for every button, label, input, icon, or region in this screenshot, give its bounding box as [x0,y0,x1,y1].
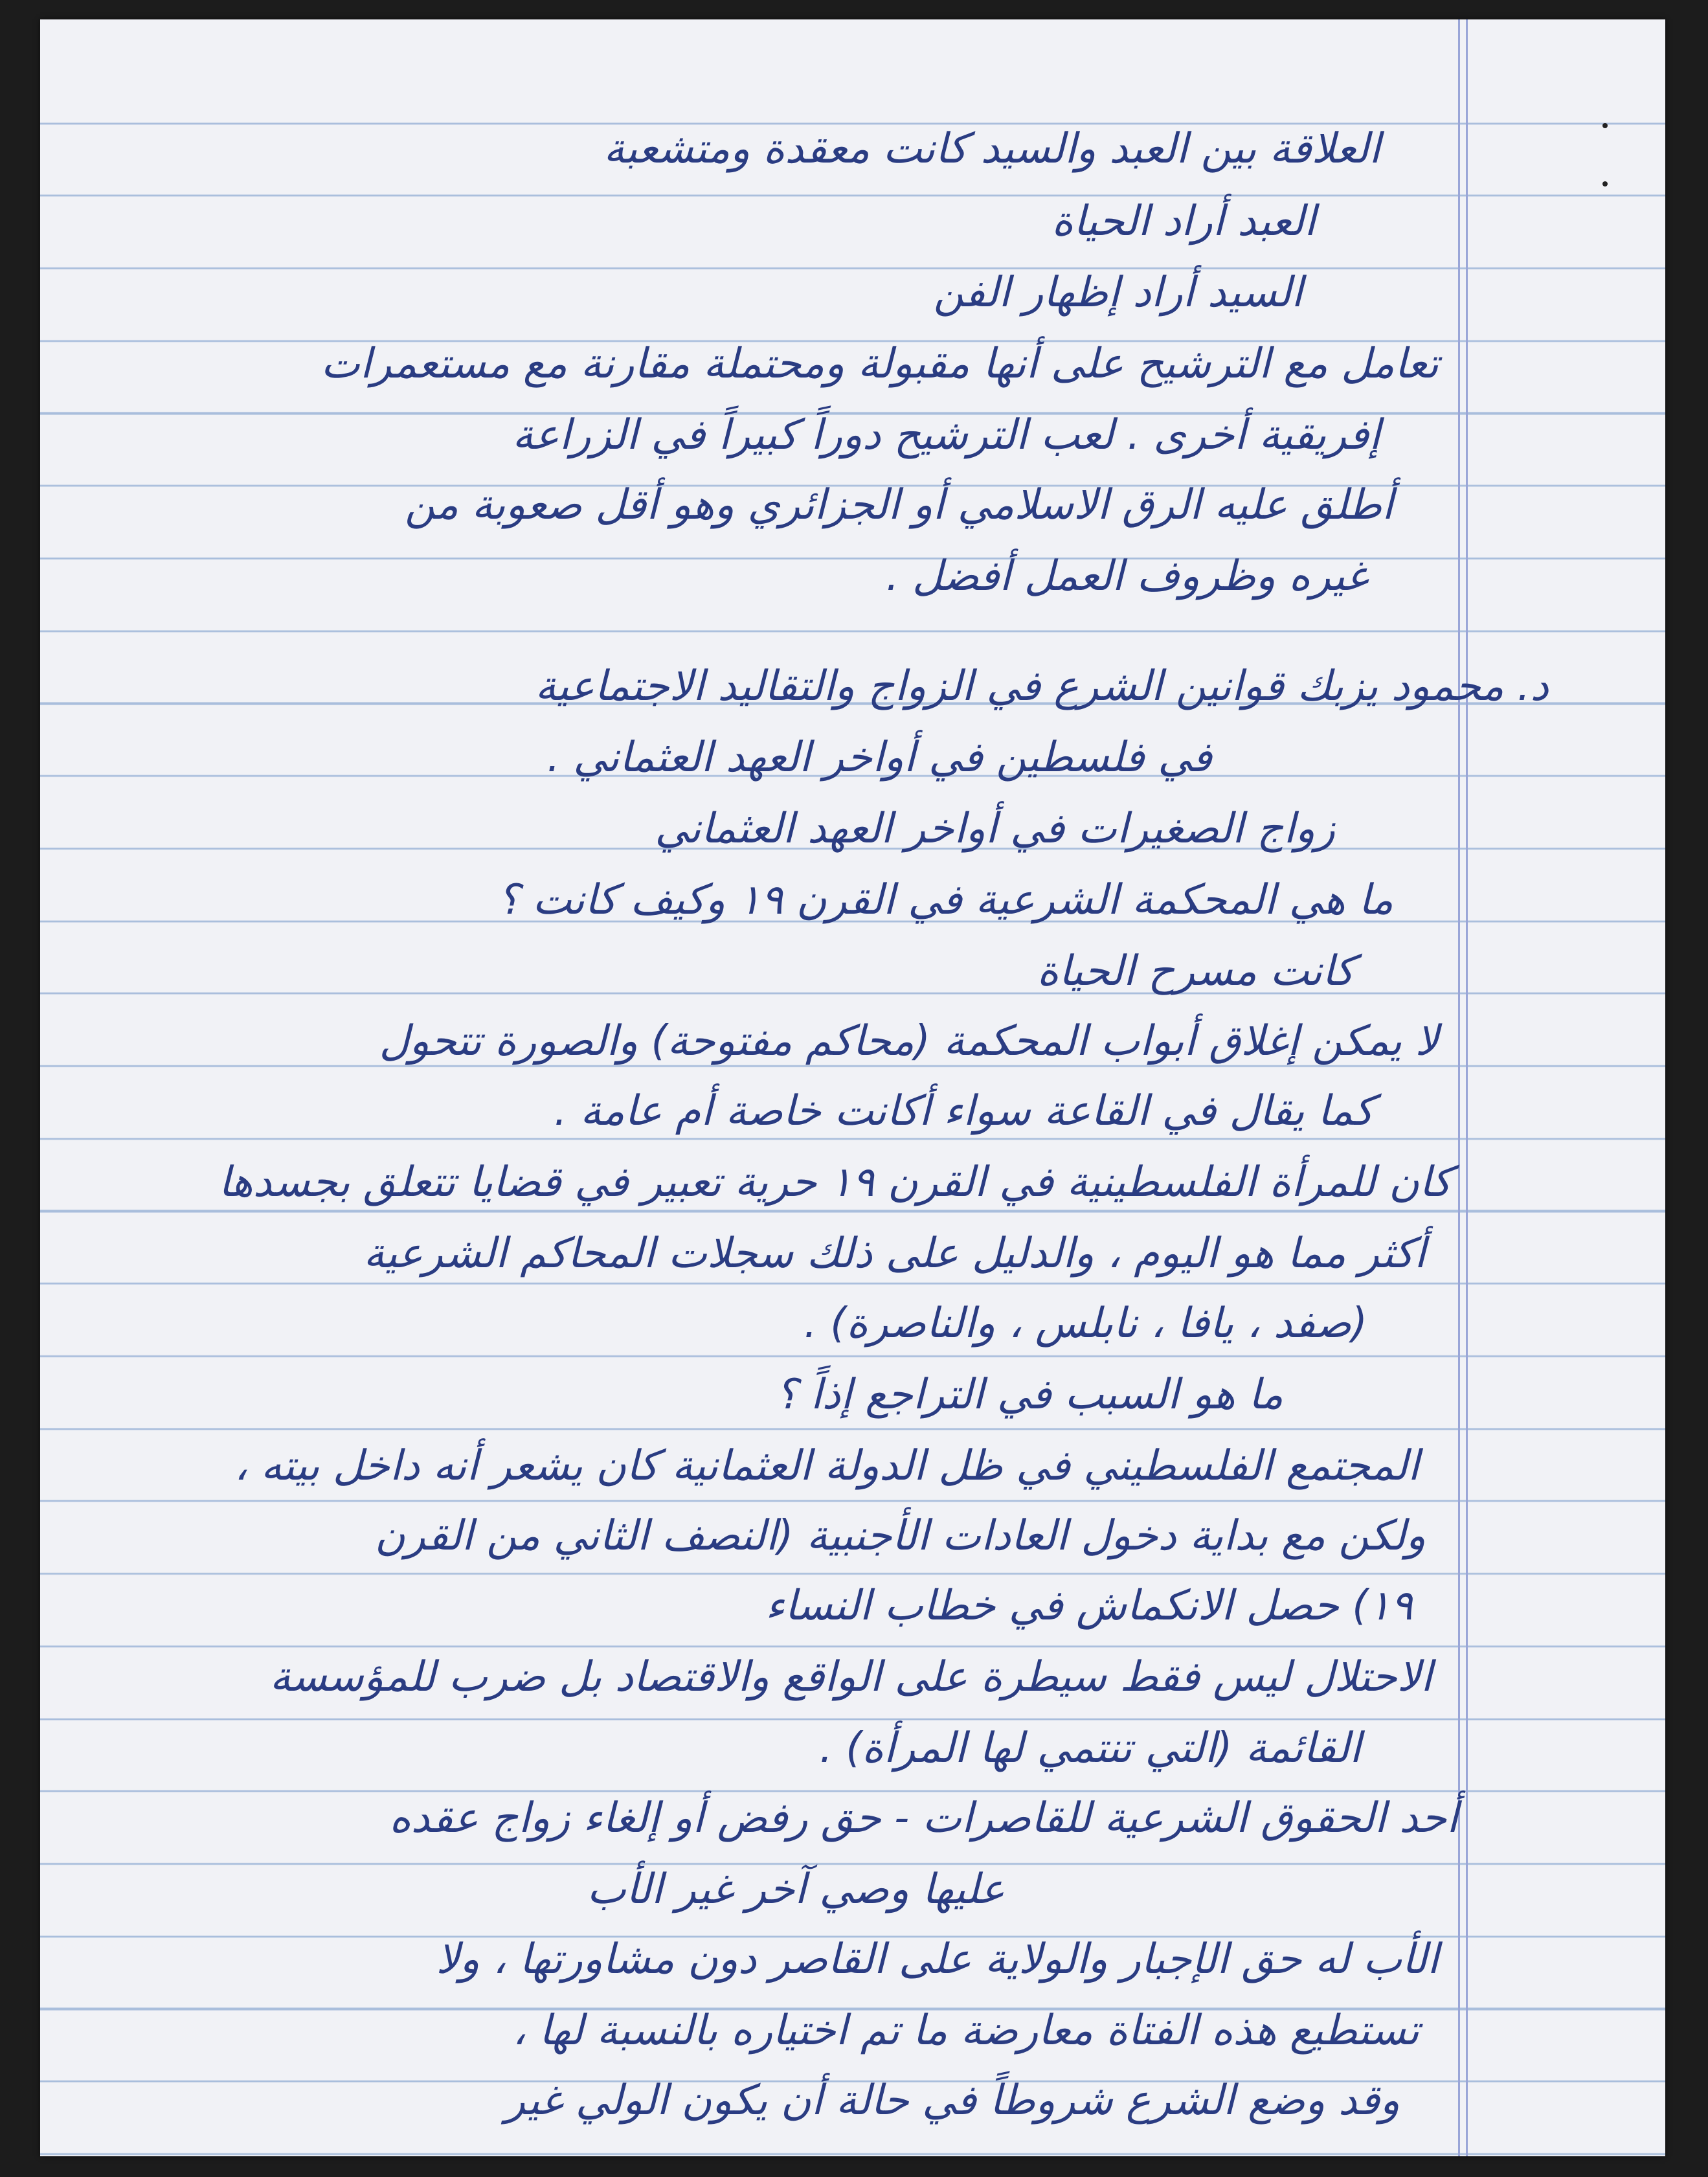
text-line: المجتمع الفلسطيني في ظل الدولة العثمانية كان يشعر أنه داخل بيته ، [234,1442,1419,1490]
text-line: كانت مسرح الحياة [1037,947,1354,995]
text-line: العلاقة بين العبد والسيد كانت معقدة ومتشعبة [603,125,1380,173]
text-line: عليها وصي آخر غير الأب [587,1866,1005,1913]
text-line: تستطيع هذه الفتاة معارضة ما تم اختياره بالنسبة لها ، [512,2007,1419,2055]
text-line: ولكن مع بداية دخول العادات الأجنبية (النصف الثاني من القرن [374,1512,1426,1560]
text-line: كما يقال في القاعة سواء أكانت خاصة أم عامة . [554,1087,1374,1135]
text-line: إفريقية أخرى . لعب الترشيح دوراً كبيراً في الزراعة [512,411,1380,459]
text-line: زواج الصغيرات في أواخر العهد العثماني [655,805,1335,853]
text-line: ما هي المحكمة الشرعية في القرن ١٩ وكيف كانت ؟ [497,876,1393,924]
text-line: ما هو السبب في التراجع إذاً ؟ [775,1371,1283,1419]
text-line: الاحتلال ليس فقط سيطرة على الواقع والاقتصاد بل ضرب للمؤسسة [269,1653,1432,1701]
text-line: غيره وظروف العمل أفضل . [886,552,1367,600]
handwritten-text [40,19,1665,2156]
text-line: القائمة (التي تنتمي لها المرأة) . [819,1724,1361,1772]
notebook-page [40,19,1665,2156]
text-line: ١٩) حصل الانكماش في خطاب النساء [765,1582,1413,1630]
text-line: في فلسطين في أواخر العهد العثماني . [546,734,1212,782]
text-line: أحد الحقوق الشرعية للقاصرات - حق رفض أو إلغاء زواج عقده [389,1794,1458,1842]
text-line: الأب له حق الإجبار والولاية على القاصر دون مشاورتها ، ولا [436,1935,1439,1983]
text-line: العبد أراد الحياة [1051,197,1316,245]
text-line: السيد أراد إظهار الفن [933,269,1303,317]
text-line: كان للمرأة الفلسطينية في القرن ١٩ حرية تعبير في قضايا تتعلق بجسدها [218,1158,1452,1206]
text-line: وقد وضع الشرع شروطاً في حالة أن يكون الولي غير [505,2077,1400,2125]
text-line: أكثر مما هو اليوم ، والدليل على ذلك سجلات المحاكم الشرعية [363,1230,1426,1278]
text-line: لا يمكن إغلاق أبواب المحكمة (محاكم مفتوحة) والصورة تتحول [379,1017,1439,1065]
text-line: تعامل مع الترشيح على أنها مقبولة ومحتملة مقارنة مع مستعمرات [320,340,1439,388]
text-line: (صفد ، يافا ، نابلس ، والناصرة) . [803,1300,1367,1348]
text-line: أطلق عليه الرق الاسلامي أو الجزائري وهو أقل صعوبة من [405,481,1393,529]
text-line: د. محمود يزبك قوانين الشرع في الزواج والتقاليد الاجتماعية [535,662,1549,710]
